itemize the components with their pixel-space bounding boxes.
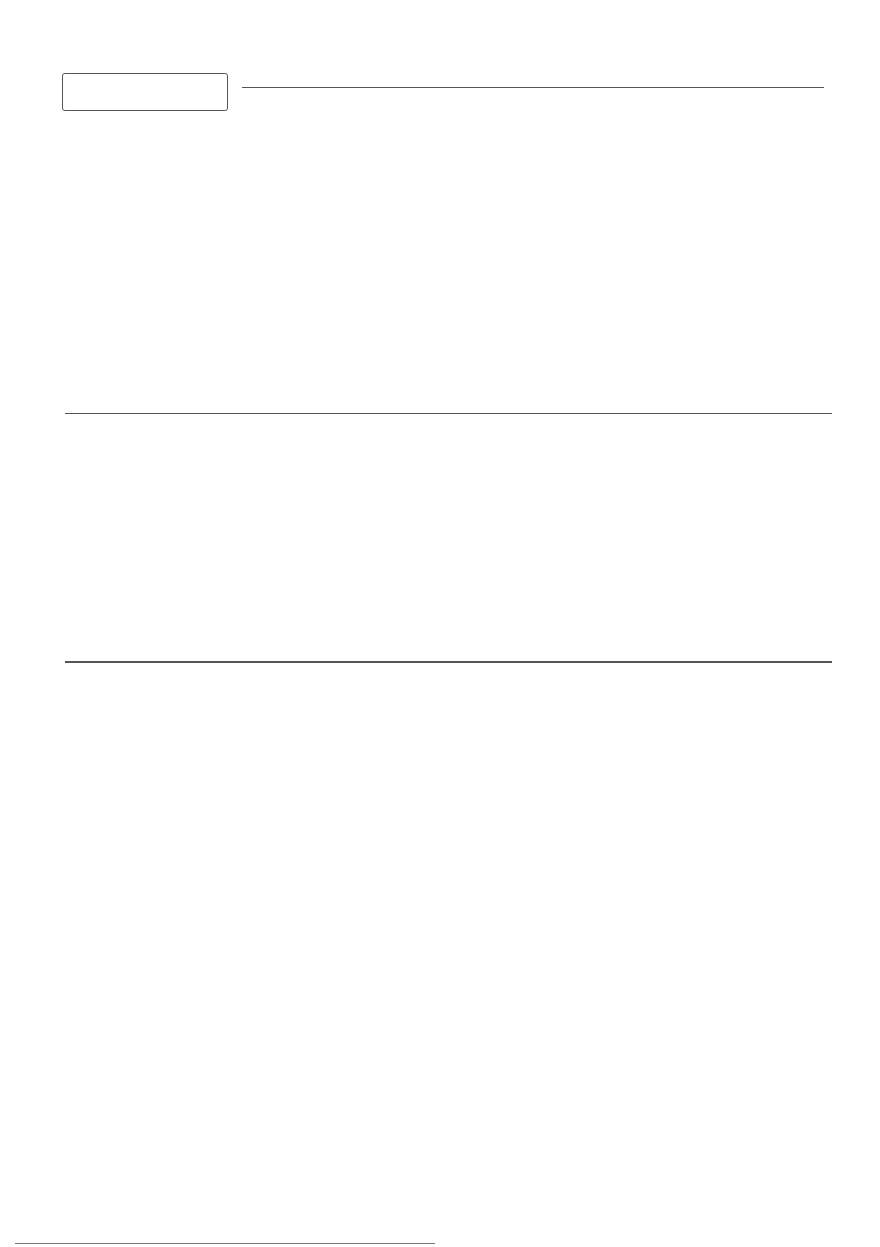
footer-rule bbox=[15, 1243, 435, 1244]
efforts-rule-right bbox=[652, 87, 824, 88]
price-chart bbox=[0, 680, 880, 860]
chart-divider bbox=[65, 661, 832, 663]
efforts-rule-left bbox=[242, 87, 652, 88]
section-divider bbox=[65, 413, 832, 414]
share-chart bbox=[0, 860, 880, 1030]
region-box bbox=[62, 73, 228, 111]
